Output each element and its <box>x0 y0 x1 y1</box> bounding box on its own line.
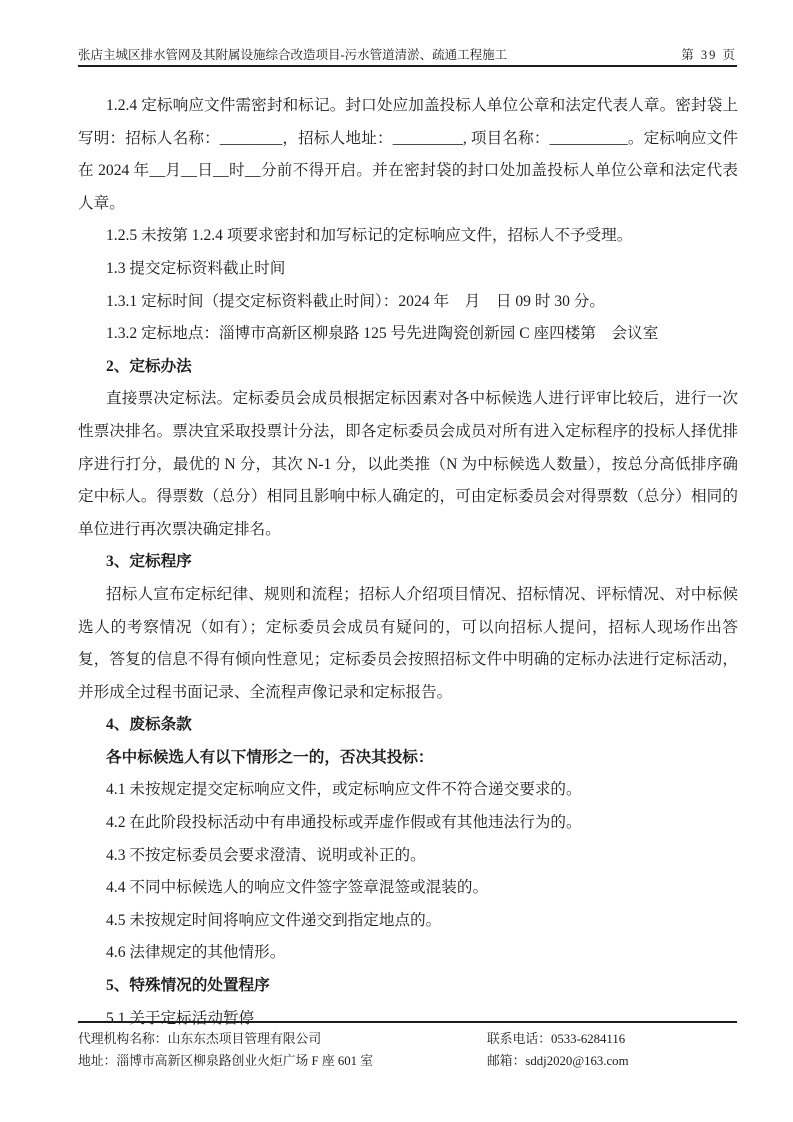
header-project-title: 张店主城区排水管网及其附属设施综合改造项目-污水管道清淤、疏通工程施工 <box>78 48 508 62</box>
document-body <box>78 68 738 1035</box>
paragraph: 4.2 在此阶段投标活动中有串通投标或弄虚作假或有其他违法行为的。 <box>106 814 582 832</box>
paragraph: 1.2.5 未按第 1.2.4 项要求密封和加写标记的定标响应文件，招标人不予受理。 <box>106 227 633 245</box>
paragraph: 5、特殊情况的处置程序 <box>106 977 270 995</box>
paragraph: 4.5 未按规定时间将响应文件递交到指定地点的。 <box>106 911 442 929</box>
paragraph: 1.3 提交定标资料截止时间 <box>106 259 286 277</box>
footer-left-column <box>78 1028 487 1072</box>
paragraph: 3、定标程序 <box>106 553 192 571</box>
paragraph: 各中标候选人有以下情形之一的，否决其投标： <box>106 748 434 766</box>
paragraph: 4.4 不同中标候选人的响应文件签字签章混签或混装的。 <box>106 879 489 897</box>
paragraph: 1.3.2 定标地点：淄博市高新区柳泉路 125 号先进陶瓷创新园 C 座四楼第 会议室 <box>106 325 659 343</box>
footer-agency-name: 代理机构名称：山东东杰项目管理有限公司 <box>78 1032 322 1046</box>
paragraph: 5.1 关于定标活动暂停 <box>106 1009 255 1027</box>
footer-right-column <box>487 1028 737 1072</box>
footer-agency-address: 地址：淄博市高新区柳泉路创业火炬广场 F 座 601 室 <box>78 1054 374 1068</box>
paragraph: 直接票决定标法。定标委员会成员根据定标因素对各中标候选人进行评审比较后，进行一次性票决排名。票决宜采取投票计分法，即各定标委员会成员对所有进入定标程序的投标人择优排序进行打分，最优的 N 分，其次 N-1 分，以此类推（N 为中标候选人数量），按总分高低排序确定中标人。得票数（总分）相同且影响中标人确定的，可由定标委员会对得票数（总分）相同的单位进行再次票决确定排名。 <box>78 390 738 538</box>
paragraph: 4.6 法律规定的其他情形。 <box>106 944 286 962</box>
paragraph: 招标人宣布定标纪律、规则和流程；招标人介绍项目情况、招标情况、评标情况、对中标候选人的考察情况（如有）；定标委员会成员有疑问的，可以向招标人提问，招标人现场作出答复，答复的信息不得有倾向性意见；定标委员会按照招标文件中明确的定标办法进行定标活动，并形成全过程书面记录、全流程声像记录和定标报告。 <box>78 585 738 701</box>
paragraph: 1.2.4 定标响应文件需密封和标记。封口处应加盖投标人单位公章和法定代表人章。密封袋上写明：招标人名称：________，招标人地址：_________, 项目名称：__________。定标响应文件在 2024 年__月__日__时__分前不得开启。并在密封袋的封口处加盖投标人单位公章和法定代表人章。 <box>78 97 738 212</box>
header-page-number: 第 39 页 <box>681 48 737 62</box>
footer-contact-phone: 联系电话：0533-6284116 <box>487 1032 626 1046</box>
page-header <box>78 0 737 67</box>
page-footer <box>78 1021 737 1072</box>
paragraph: 4.3 不按定标委员会要求澄清、说明或补正的。 <box>106 846 426 864</box>
paragraph: 4.1 未按规定提交定标响应文件，或定标响应文件不符合递交要求的。 <box>106 781 582 799</box>
paragraph: 2、定标办法 <box>106 357 192 375</box>
footer-contact-email: 邮箱：sddj2020@163.com <box>487 1054 629 1068</box>
paragraph: 1.3.1 定标时间（提交定标资料截止时间）：2024 年 月 日 09 时 30 分。 <box>106 292 605 310</box>
paragraph: 4、废标条款 <box>106 716 192 734</box>
